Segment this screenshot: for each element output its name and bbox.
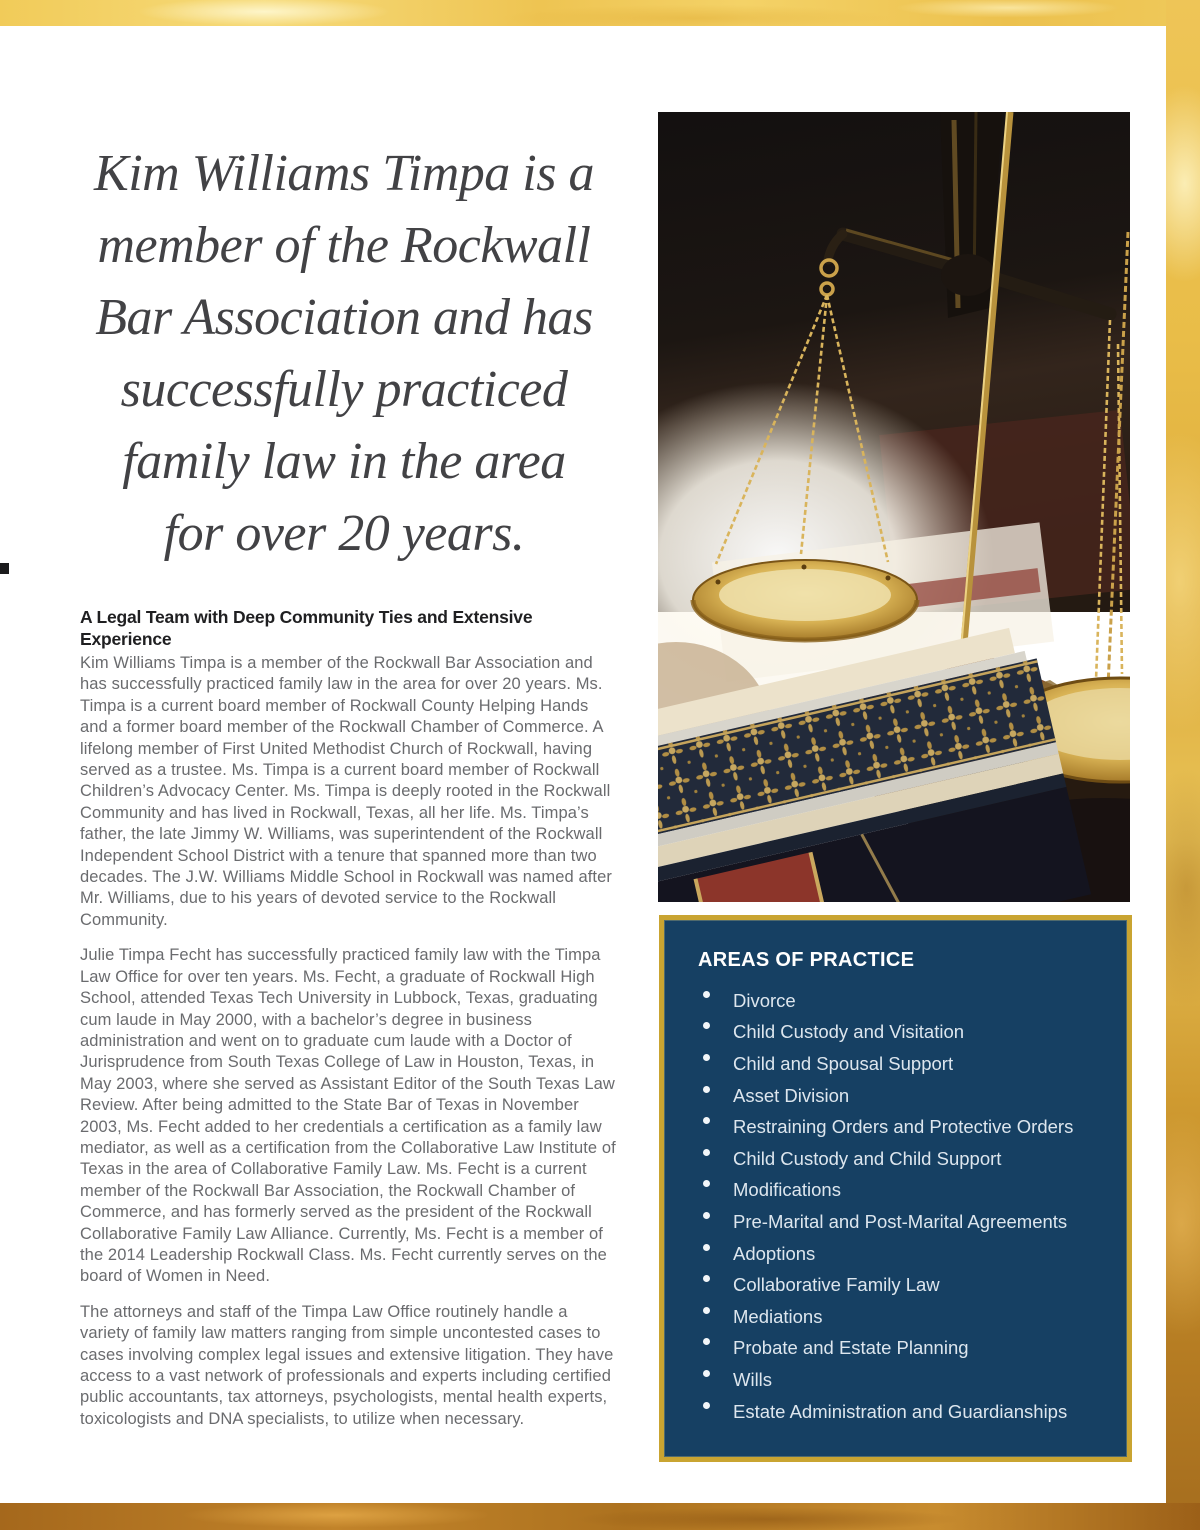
scales-of-justice-photo <box>658 112 1130 902</box>
practice-area-label: Estate Administration and Guardianships <box>733 1400 1068 1422</box>
practice-area-label: Asset Division <box>733 1084 850 1106</box>
practice-area-label: Mediations <box>733 1305 823 1327</box>
article-paragraph: Julie Timpa Fecht has successfully practiced family law with the Timpa Law Office for over ten years. Ms. Fecht, a graduate of Rockwall High School, attended Texas Tech University in Lubbock, Texas, graduating cum laude in May 2000, with a bachelor’s degree in business administration and went on to graduate cum laude with a Doctor of Jurisprudence from South Texas College of Law in Houston, Texas, in May 2003, where she served as Assistant Editor of the South Texas Law Review. After being admitted to the State Bar of Texas in November 2003, Ms. Fecht added to her credentials a certification as a family law mediator, as well as a certification from the Collaborative Law Institute of Texas in the area of Collaborative Family Law. Ms. Fecht is a current member of the Rockwall Bar Association, the Rockwall Chamber of Commerce, and has formerly served as the president of the Rockwall Collaborative Family Law Alliance. Currently, Ms. Fecht is a member of the 2014 Leadership Rockwall Class. Ms. Fecht currently serves on the board of Women in Need. <box>80 946 616 1286</box>
practice-area-label: Child and Spousal Support <box>733 1052 954 1074</box>
practice-area-item <box>698 1301 1097 1333</box>
pull-quote-line: for over 20 years. <box>163 505 525 562</box>
article-paragraphs <box>80 653 617 1430</box>
practice-area-item <box>698 1238 1097 1270</box>
practice-area-label: Pre-Marital and Post-Marital Agreements <box>733 1210 1068 1232</box>
practice-area-item <box>698 1048 1097 1080</box>
practice-area-item <box>698 1396 1097 1428</box>
left-edge-mark <box>0 563 9 574</box>
areas-of-practice-list <box>698 985 1097 1427</box>
areas-of-practice-content <box>664 920 1127 1427</box>
pull-quote-line: Bar Association and has <box>95 289 593 346</box>
areas-of-practice-box <box>659 915 1132 1462</box>
pull-quote <box>70 138 618 570</box>
article-body <box>80 606 617 1444</box>
gold-border-bottom <box>0 1503 1200 1530</box>
article-paragraph: The attorneys and staff of the Timpa Law Office routinely handle a variety of family law matters ranging from simple uncontested cases to cases involving complex legal issues and extensive litigation. They have access to a vast network of professionals and experts including certified public accountants, tax attorneys, psychologists, mental health experts, toxicologists and DNA specialists, to utilize when necessary. <box>80 1302 614 1428</box>
gold-border-top <box>0 0 1200 26</box>
practice-area-item <box>698 1364 1097 1396</box>
pull-quote-line: successfully practiced <box>120 361 568 418</box>
practice-area-label: Probate and Estate Planning <box>733 1337 969 1359</box>
practice-area-item <box>698 1206 1097 1238</box>
practice-area-label: Child Custody and Child Support <box>733 1147 1002 1169</box>
practice-area-item <box>698 985 1097 1017</box>
practice-area-item <box>698 1017 1097 1049</box>
pull-quote-line: family law in the area <box>122 433 566 490</box>
practice-area-item <box>698 1143 1097 1175</box>
areas-of-practice-title: AREAS OF PRACTICE <box>698 949 915 971</box>
pull-quote-line: Kim Williams Timpa is a <box>94 145 594 202</box>
article-heading: A Legal Team with Deep Community Ties and Extensive Experience <box>80 607 533 649</box>
scales-photo-art <box>658 112 1130 902</box>
article-paragraph: Kim Williams Timpa is a member of the Rockwall Bar Association and has successfully practiced family law in the area for over 20 years. Ms. Timpa is a current board member of Rockwall County Helping Hands and a former board member of the Rockwall Chamber of Commerce. A lifelong member of First United Methodist Church of Rockwall, having served as a trustee. Ms. Timpa is a current board member of Rockwall Children’s Advocacy Center. Ms. Timpa is deeply rooted in the Rockwall Community and has lived in Rockwall, Texas, all her life. Ms. Timpa’s father, the late Jimmy W. Williams, was superintendent of the Rockwall Independent School District with a tenure that spanned more than two decades. The J.W. Williams Middle School in Rockwall was named after Mr. Williams, due to his years of devoted service to the Rockwall Community. <box>80 654 612 929</box>
practice-area-label: Collaborative Family Law <box>733 1274 940 1296</box>
practice-area-item <box>698 1333 1097 1365</box>
practice-area-item <box>698 1269 1097 1301</box>
practice-area-label: Adoptions <box>733 1242 816 1264</box>
practice-area-label: Wills <box>733 1368 773 1390</box>
practice-area-item <box>698 1175 1097 1207</box>
pull-quote-line: member of the Rockwall <box>97 217 591 274</box>
gold-border-right <box>1166 0 1200 1530</box>
practice-area-item <box>698 1111 1097 1143</box>
practice-area-label: Child Custody and Visitation <box>733 1021 965 1043</box>
practice-area-label: Divorce <box>733 989 796 1011</box>
practice-area-label: Restraining Orders and Protective Orders <box>733 1116 1074 1138</box>
practice-area-label: Modifications <box>733 1179 841 1201</box>
practice-area-item <box>698 1080 1097 1112</box>
